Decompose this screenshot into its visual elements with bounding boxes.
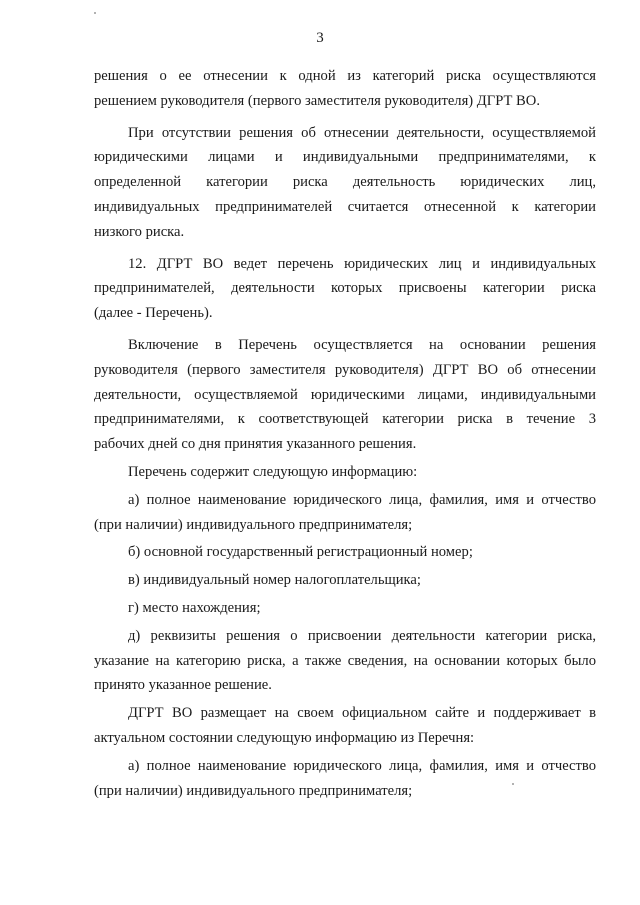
text-line: б) основной государственный регистрационный номер; bbox=[128, 544, 473, 561]
text-line: указание на категорию риска, а также сведения, на основании которых было bbox=[94, 652, 596, 669]
page-number: 3 bbox=[316, 30, 324, 46]
list-item bbox=[94, 754, 596, 804]
text-line: д) реквизиты решения о присвоении деятельности категории риска, bbox=[128, 627, 596, 644]
paragraph bbox=[94, 64, 596, 114]
text-line: а) полное наименование юридического лица, фамилия, имя и отчество bbox=[128, 757, 596, 774]
document-body bbox=[94, 64, 596, 803]
list-item bbox=[94, 488, 596, 538]
text-line: рабочих дней со дня принятия указанного решения. bbox=[94, 436, 417, 453]
list-item bbox=[94, 596, 596, 621]
text-line: актуальном состоянии следующую информацию из Перечня: bbox=[94, 729, 475, 746]
text-line: Включение в Перечень осуществляется на основании решения bbox=[128, 336, 596, 353]
list-item bbox=[94, 540, 596, 565]
text-line: (при наличии) индивидуального предпринимателя; bbox=[94, 782, 413, 799]
text-line: руководителя (первого заместителя руководителя) ДГРТ ВО об отнесении bbox=[94, 361, 596, 378]
list-item bbox=[94, 568, 596, 593]
paragraph bbox=[94, 121, 596, 245]
text-line: юридическими лицами и индивидуальными предпринимателями, к bbox=[94, 149, 596, 166]
text-line: предпринимателей, деятельности которых присвоены категории риска bbox=[94, 280, 596, 297]
text-line: индивидуальных предпринимателей считается отнесенной к категории bbox=[94, 198, 596, 215]
text-line: а) полное наименование юридического лица, фамилия, имя и отчество bbox=[128, 491, 596, 508]
text-line: При отсутствии решения об отнесении деятельности, осуществляемой bbox=[128, 124, 596, 141]
text-line: Перечень содержит следующую информацию: bbox=[128, 463, 418, 480]
text-line: деятельности, осуществляемой юридическими лицами, индивидуальными bbox=[94, 386, 596, 403]
paragraph bbox=[94, 701, 596, 751]
text-line: определенной категории риска деятельность юридических лиц, bbox=[94, 174, 596, 191]
text-line: решением руководителя (первого заместителя руководителя) ДГРТ ВО. bbox=[94, 92, 540, 109]
text-line: ДГРТ ВО размещает на своем официальном сайте и поддерживает в bbox=[128, 705, 596, 722]
text-line: г) место нахождения; bbox=[128, 599, 261, 616]
text-line: 12. ДГРТ ВО ведет перечень юридических лиц и индивидуальных bbox=[128, 255, 596, 272]
scan-speck bbox=[94, 12, 96, 14]
paragraph bbox=[94, 252, 596, 326]
text-line: низкого риска. bbox=[94, 223, 185, 240]
text-line: (при наличии) индивидуального предпринимателя; bbox=[94, 516, 413, 533]
paragraph bbox=[94, 460, 596, 485]
text-line: решения о ее отнесении к одной из категорий риска осуществляются bbox=[94, 68, 596, 84]
paragraph bbox=[94, 333, 596, 457]
text-line: в) индивидуальный номер налогоплательщика; bbox=[128, 572, 421, 589]
text-line: принято указанное решение. bbox=[94, 677, 272, 694]
list-item bbox=[94, 624, 596, 698]
text-line: предпринимателями, к соответствующей категории риска в течение 3 bbox=[94, 411, 596, 428]
text-line: (далее - Перечень). bbox=[94, 305, 213, 322]
